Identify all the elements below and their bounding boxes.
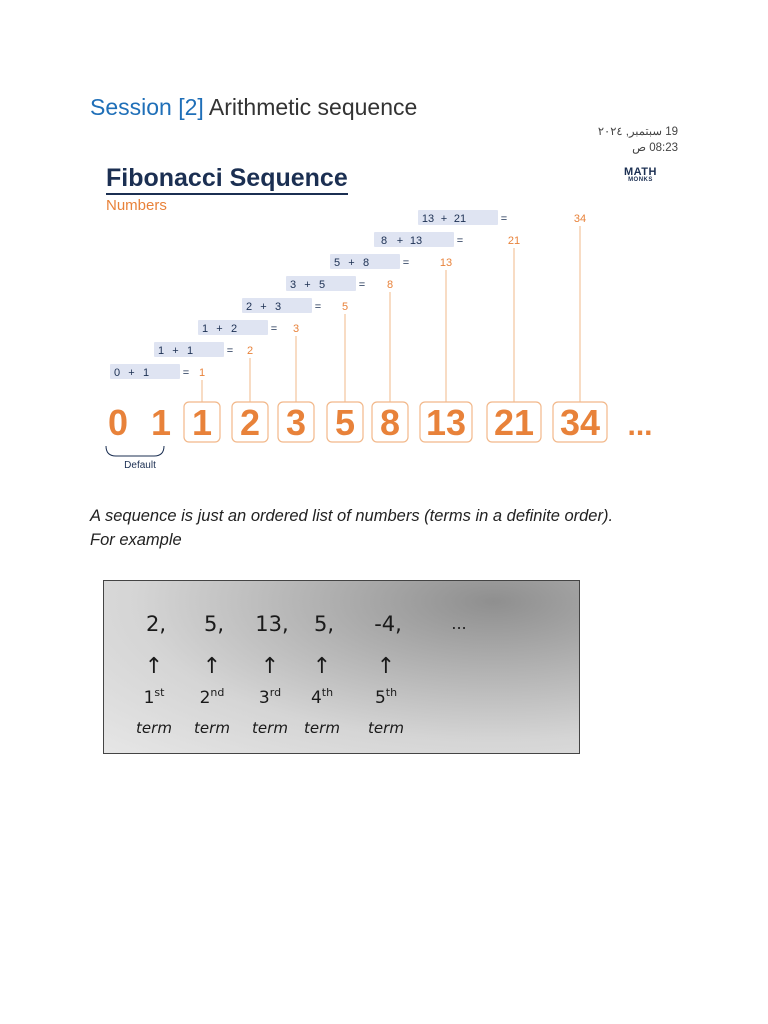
sum-operand-a: 1 [201, 323, 209, 335]
sum-result: 21 [507, 235, 521, 247]
fibonacci-number: 21 [493, 402, 535, 443]
ordinal-number: 5 [374, 688, 386, 708]
fibonacci-number: 3 [285, 402, 307, 443]
ordinal-label [259, 686, 281, 708]
sum-operand-b: 1 [142, 367, 150, 379]
sum-operand-a: 5 [333, 257, 341, 269]
ordinal-suffix: th [321, 686, 334, 699]
fibonacci-number: 34 [559, 402, 601, 443]
ordinal-number: 3 [258, 688, 270, 708]
sum-result: 1 [198, 367, 206, 379]
plus-sign: + [260, 301, 267, 313]
ordinal-number: 1 [143, 688, 155, 708]
plus-sign: + [172, 345, 179, 357]
default-label: Default [124, 460, 156, 471]
sequence-ellipsis: ... [451, 614, 467, 633]
term-label: term [368, 719, 404, 737]
timestamp [598, 124, 678, 156]
equals-sign: = [358, 279, 366, 291]
fibonacci-number: 2 [239, 402, 261, 443]
figure-subtitle: Numbers [106, 197, 167, 214]
term-label: term [194, 719, 230, 737]
sum-operand-a: 3 [289, 279, 297, 291]
ordinal-number: 4 [310, 688, 322, 708]
sum-operand-b: 3 [274, 301, 282, 313]
figure-title: Fibonacci Sequence [106, 164, 348, 195]
fibonacci-number: 0 [107, 402, 129, 443]
plus-sign: + [304, 279, 311, 291]
ordinal-suffix: th [385, 686, 398, 699]
page-title [90, 94, 417, 121]
sum-operand-a: 13 [421, 213, 435, 225]
equals-sign: = [226, 345, 234, 357]
fibonacci-diagram [104, 160, 664, 480]
sequence-value: 2, [145, 612, 167, 636]
sum-operand-a: 0 [113, 367, 121, 379]
equals-sign: = [314, 301, 322, 313]
up-arrow: ↑ [312, 654, 332, 679]
sequence-value: 5, [203, 612, 225, 636]
logo-text: MATH [624, 166, 657, 178]
terms-example-box [103, 580, 580, 754]
ordinal-label [375, 686, 397, 708]
equals-sign: = [182, 367, 190, 379]
sum-operand-a: 2 [245, 301, 253, 313]
fibonacci-number: 13 [425, 402, 467, 443]
sum-result: 8 [386, 279, 394, 291]
sum-operand-a: 8 [380, 235, 388, 247]
ordinal-suffix: rd [269, 686, 282, 699]
ordinal-suffix: st [154, 686, 165, 699]
sum-result: 34 [573, 213, 587, 225]
ordinal-number: 2 [199, 688, 211, 708]
sum-result: 5 [341, 301, 349, 313]
plus-sign: + [440, 213, 448, 225]
up-arrow: ↑ [260, 654, 280, 679]
sum-result: 13 [439, 257, 453, 269]
fibonacci-number: 5 [334, 402, 356, 443]
fibonacci-number: 8 [379, 402, 401, 443]
up-arrow: ↑ [202, 654, 222, 679]
date-text: 19 سبتمبر, ٢٠٢٤ [597, 126, 678, 138]
sum-operand-b: 8 [362, 257, 370, 269]
ordinal-label [311, 686, 333, 708]
fibonacci-number: 1 [191, 402, 213, 443]
term-label: term [252, 719, 288, 737]
equals-sign: = [456, 235, 464, 247]
sum-result: 3 [292, 323, 300, 335]
description-line-2: For example [90, 531, 182, 549]
description [90, 504, 613, 552]
ellipsis: ... [627, 409, 653, 442]
fibonacci-number: 1 [150, 402, 172, 443]
ordinal-label [144, 686, 166, 708]
sum-operand-a: 1 [157, 345, 165, 357]
session-label: Session [2] [90, 94, 204, 120]
sequence-value: -4, [374, 612, 402, 636]
sum-operand-b: 13 [409, 235, 423, 247]
logo-subtext: MONKS [628, 177, 653, 183]
up-arrow: ↑ [144, 654, 164, 679]
plus-sign: + [128, 367, 135, 379]
fibonacci-figure [104, 160, 664, 480]
plus-sign: + [348, 257, 355, 269]
default-bracket [106, 446, 164, 456]
sequence-value: 5, [313, 612, 335, 636]
sum-operand-b: 21 [453, 213, 467, 225]
term-label: term [304, 719, 340, 737]
equals-sign: = [402, 257, 410, 269]
sequence-value: 13, [255, 612, 289, 636]
sum-operand-b: 5 [318, 279, 326, 291]
sum-result: 2 [246, 345, 254, 357]
equals-sign: = [500, 213, 508, 225]
sum-operand-b: 1 [186, 345, 194, 357]
term-label: term [136, 719, 172, 737]
time-text: 08:23 ص [632, 142, 678, 154]
plus-sign: + [396, 235, 404, 247]
equals-sign: = [270, 323, 278, 335]
ordinal-suffix: nd [210, 686, 225, 699]
description-line-1: A sequence is just an ordered list of numbers (terms in a definite order). [90, 507, 614, 525]
up-arrow: ↑ [376, 654, 396, 679]
title-text: Arithmetic sequence [208, 94, 418, 120]
plus-sign: + [216, 323, 223, 335]
terms-diagram [104, 581, 581, 755]
sum-operand-b: 2 [230, 323, 238, 335]
ordinal-label [200, 686, 225, 708]
